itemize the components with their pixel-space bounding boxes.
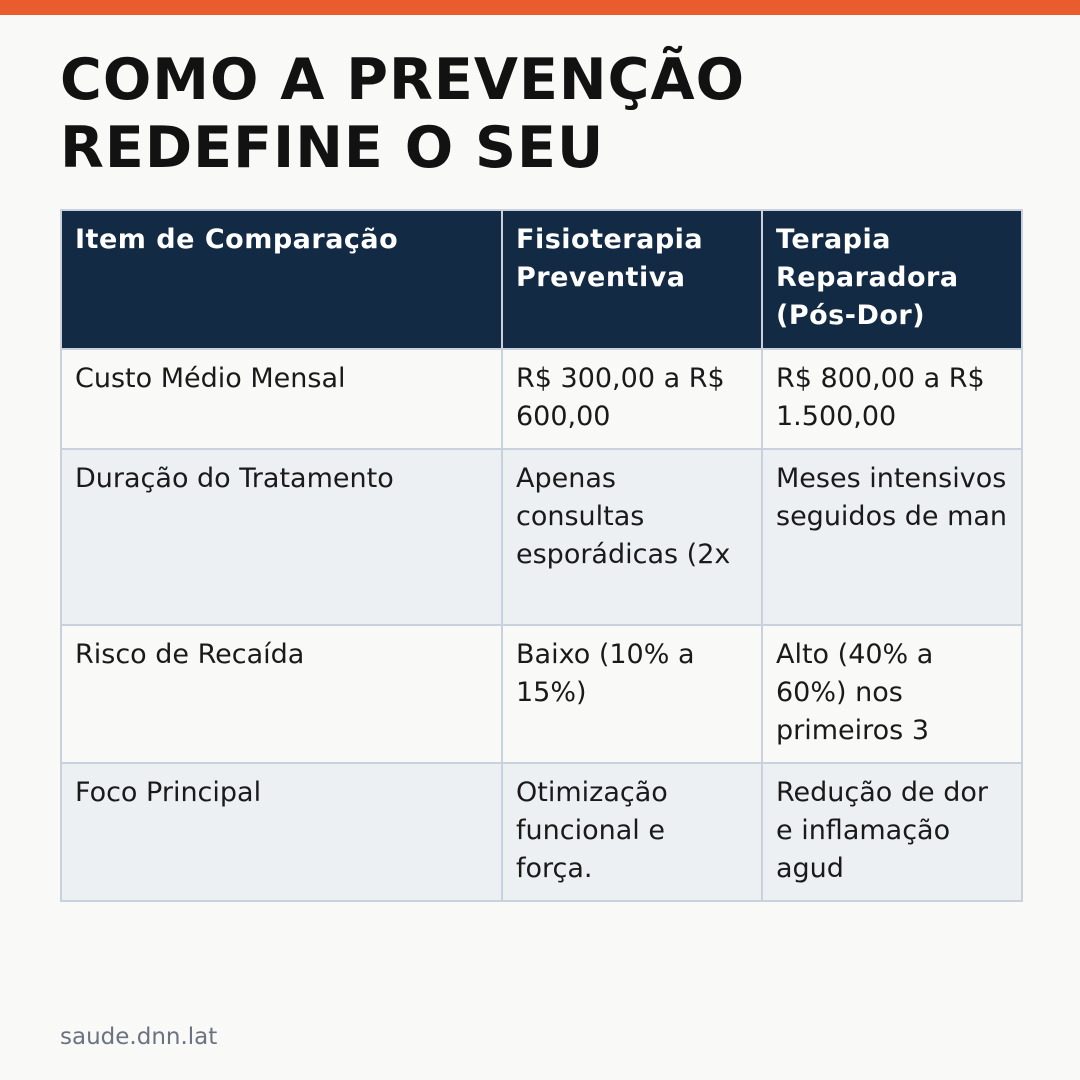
header-terapia-reparadora: Terapia Reparadora (Pós-Dor) xyxy=(762,210,1022,349)
header-item-de-comparacao: Item de Comparação xyxy=(61,210,502,349)
cell-reparadora: R$ 800,00 a R$ 1.500,00 xyxy=(762,349,1022,449)
page-title-line-2: REDEFINE O SEU xyxy=(60,115,605,181)
header-fisioterapia-preventiva: Fisioterapia Preventiva xyxy=(502,210,762,349)
table-header-row xyxy=(61,210,1022,349)
cell-preventiva: Baixo (10% a 15%) xyxy=(502,625,762,763)
accent-top-bar xyxy=(0,0,1080,15)
table-row xyxy=(61,449,1022,625)
cell-item: Risco de Recaída xyxy=(61,625,502,763)
table-row xyxy=(61,625,1022,763)
cell-preventiva: R$ 300,00 a R$ 600,00 xyxy=(502,349,762,449)
cell-item: Foco Principal xyxy=(61,763,502,901)
cell-item: Duração do Tratamento xyxy=(61,449,502,625)
footer-url: saude.dnn.lat xyxy=(60,1024,218,1050)
cell-reparadora: Meses intensivos seguidos de man xyxy=(762,449,1022,625)
cell-item: Custo Médio Mensal xyxy=(61,349,502,449)
cell-reparadora: Alto (40% a 60%) nos primeiros 3 xyxy=(762,625,1022,763)
cell-preventiva: Apenas consultas esporádicas (2x xyxy=(502,449,762,625)
table-row xyxy=(61,349,1022,449)
table-row xyxy=(61,763,1022,901)
cell-reparadora: Redução de dor e inflamação agud xyxy=(762,763,1022,901)
cell-preventiva: Otimização funcional e força. xyxy=(502,763,762,901)
page-title-line-1: COMO A PREVENÇÃO xyxy=(60,47,746,113)
comparison-table xyxy=(60,209,1023,902)
page-title xyxy=(60,46,1020,182)
